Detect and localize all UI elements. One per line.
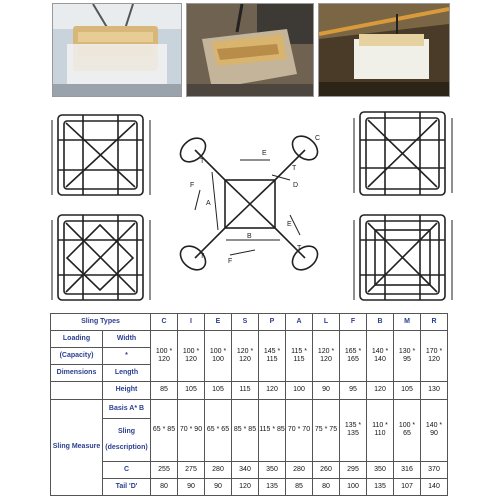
- label-t1: T: [200, 158, 205, 165]
- basis-cell: 85 * 85: [232, 399, 259, 461]
- type-cell: F: [340, 314, 367, 331]
- c-cell: 316: [394, 462, 421, 479]
- empty-cell: [51, 381, 103, 399]
- dim-cell: 120 * 120: [313, 330, 340, 381]
- tail-cell: 90: [205, 479, 232, 496]
- basis-cell: 70 * 90: [178, 399, 205, 461]
- label-f-left: F: [190, 182, 195, 189]
- type-cell: S: [232, 314, 259, 331]
- dim-cell: 100 * 120: [151, 330, 178, 381]
- c-cell: 295: [340, 462, 367, 479]
- basis-label: Basis A* B: [103, 399, 151, 418]
- table-row: [51, 381, 448, 399]
- type-cell: A: [286, 314, 313, 331]
- c-cell: 260: [313, 462, 340, 479]
- sling-diagrams: [0, 100, 500, 310]
- label-d: D: [293, 182, 299, 189]
- height-cell: 120: [367, 381, 394, 399]
- label-e-top: E: [262, 150, 267, 157]
- c-label: C: [103, 462, 151, 479]
- label-t2: T: [292, 165, 297, 172]
- photo-bag-crane-close: [186, 3, 314, 97]
- length-label: Length: [103, 364, 151, 381]
- label-t4: T: [297, 245, 302, 252]
- height-cell: 105: [394, 381, 421, 399]
- dimensions-label: Dimensions: [51, 364, 103, 381]
- label-t3: T: [200, 253, 205, 260]
- basis-cell: 65 * 65: [205, 399, 232, 461]
- bag-top-view-double: [354, 215, 452, 300]
- tail-cell: 135: [367, 479, 394, 496]
- dim-cell: 120 * 120: [232, 330, 259, 381]
- bag-top-view-cross: [52, 115, 150, 195]
- height-cell: 115: [232, 381, 259, 399]
- c-cell: 350: [259, 462, 286, 479]
- dim-cell: 100 * 120: [178, 330, 205, 381]
- bag-top-view-grid: [354, 112, 452, 195]
- height-label: Height: [103, 381, 151, 399]
- tail-cell: 90: [178, 479, 205, 496]
- sling-layout-diagram: [176, 131, 322, 274]
- basis-cell: 140 * 90: [421, 399, 448, 461]
- c-cell: 340: [232, 462, 259, 479]
- bag-top-view-diamond: [52, 215, 150, 300]
- c-cell: 275: [178, 462, 205, 479]
- height-cell: 95: [340, 381, 367, 399]
- height-cell: 105: [178, 381, 205, 399]
- loading-label: Loading: [51, 330, 103, 347]
- c-cell: 280: [205, 462, 232, 479]
- c-cell: 255: [151, 462, 178, 479]
- basis-cell: 135 * 135: [340, 399, 367, 461]
- c-cell: 350: [367, 462, 394, 479]
- dim-cell: 130 * 95: [394, 330, 421, 381]
- tail-cell: 140: [421, 479, 448, 496]
- label-c: C: [315, 135, 321, 142]
- type-cell: E: [205, 314, 232, 331]
- dim-cell: 165 * 165: [340, 330, 367, 381]
- dim-cell: 170 * 120: [421, 330, 448, 381]
- height-cell: 85: [151, 381, 178, 399]
- label-a: A: [206, 200, 211, 207]
- basis-cell: 65 * 85: [151, 399, 178, 461]
- basis-cell: 100 * 65: [394, 399, 421, 461]
- tail-cell: 80: [151, 479, 178, 496]
- basis-cell: 110 * 110: [367, 399, 394, 461]
- tail-cell: 120: [232, 479, 259, 496]
- basis-cell: 70 * 70: [286, 399, 313, 461]
- sling-types-label: Sling Types: [51, 314, 151, 331]
- type-cell: L: [313, 314, 340, 331]
- label-b: B: [247, 233, 252, 240]
- photo-bag-held: [52, 3, 182, 97]
- table-row: [51, 330, 448, 347]
- photo-bag-crane-factory: [318, 3, 450, 97]
- tail-cell: 85: [286, 479, 313, 496]
- basis-cell: 75 * 75: [313, 399, 340, 461]
- table-row: [51, 462, 448, 479]
- dim-cell: 145 * 115: [259, 330, 286, 381]
- tail-cell: 100: [340, 479, 367, 496]
- c-cell: 280: [286, 462, 313, 479]
- type-cell: R: [421, 314, 448, 331]
- tail-cell: 135: [259, 479, 286, 496]
- c-cell: 370: [421, 462, 448, 479]
- capacity-unit: *: [103, 347, 151, 364]
- height-cell: 120: [259, 381, 286, 399]
- table-row: [51, 399, 448, 418]
- label-f-bottom: F: [228, 258, 233, 265]
- table-row: [51, 479, 448, 496]
- sling-spec-table: [50, 313, 448, 496]
- height-cell: 90: [313, 381, 340, 399]
- type-cell: M: [394, 314, 421, 331]
- capacity-label: (Capacity): [51, 347, 103, 364]
- dim-cell: 115 * 115: [286, 330, 313, 381]
- height-cell: 130: [421, 381, 448, 399]
- type-cell: C: [151, 314, 178, 331]
- basis-cell: 115 * 85: [259, 399, 286, 461]
- sling-description-label: Sling (description): [103, 419, 151, 462]
- header-row: [51, 314, 448, 331]
- height-cell: 105: [205, 381, 232, 399]
- tail-label: Tail 'D': [103, 479, 151, 496]
- height-cell: 100: [286, 381, 313, 399]
- dim-cell: 140 * 140: [367, 330, 394, 381]
- width-label: Width: [103, 330, 151, 347]
- type-cell: I: [178, 314, 205, 331]
- tail-cell: 80: [313, 479, 340, 496]
- type-cell: B: [367, 314, 394, 331]
- sling-measure-label: Sling Measure: [51, 399, 103, 495]
- tail-cell: 107: [394, 479, 421, 496]
- dim-cell: 100 * 100: [205, 330, 232, 381]
- label-e-bottom: E: [287, 221, 292, 228]
- type-cell: P: [259, 314, 286, 331]
